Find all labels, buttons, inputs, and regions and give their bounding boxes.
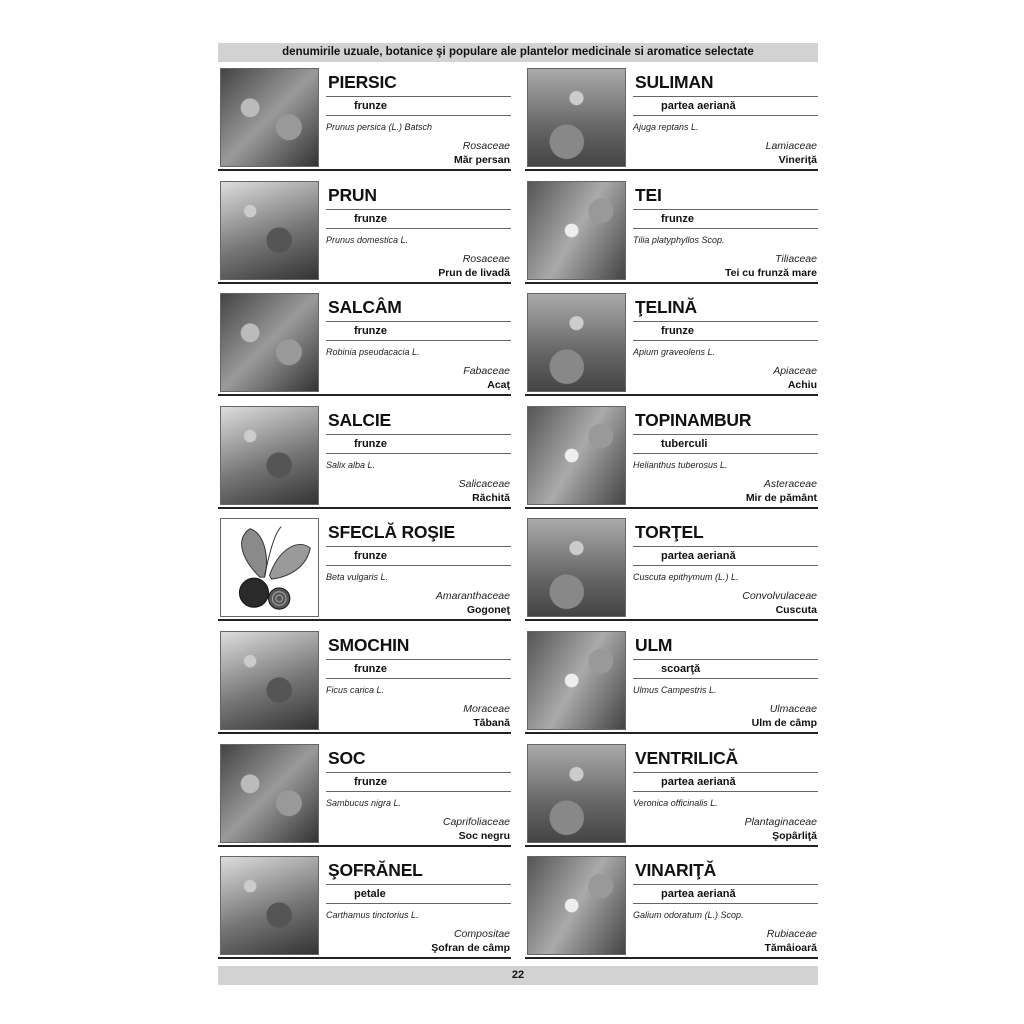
plant-part-used: frunze [354,437,387,450]
plant-common-name: ŢELINĂ [635,297,697,318]
divider [326,791,511,792]
divider [326,228,511,229]
divider [326,678,511,679]
plant-popular-name: Ulm de câmp [751,716,817,729]
plant-family: Rubiaceae [766,928,817,941]
plant-common-name: SALCIE [328,409,391,430]
plant-entry-6 [218,404,511,509]
plant-info [633,854,818,957]
plant-info [326,291,511,394]
plant-info [326,742,511,845]
plant-family: Amaranthaceae [435,590,510,603]
divider [326,659,511,660]
plant-common-name: PRUN [328,184,377,205]
plant-info [326,404,511,507]
divider [326,96,511,97]
plant-part-used: frunze [354,100,387,112]
divider [633,772,818,773]
divider [633,340,818,341]
plant-common-name: ŞOFRĂNEL [328,860,423,881]
divider [633,659,818,660]
plant-info [633,179,818,282]
plant-common-name: SFECLĂ ROŞIE [328,522,455,543]
plant-botanical-name: Carthamus tinctorius L. [326,910,419,921]
plant-info [326,179,511,282]
willow-tree-photo [220,406,319,505]
plant-common-name: TORŢEL [635,522,704,543]
plant-info [633,742,818,845]
plant-family: Convolvulaceae [742,590,817,603]
plant-entry-8 [218,516,511,621]
plant-popular-name: Mir de pământ [745,491,817,504]
woodruff-flowers-photo [527,856,626,955]
plant-common-name: TOPINAMBUR [635,409,752,430]
plant-popular-name: Achiu [787,379,817,392]
plant-popular-name: Şofran de câmp [431,942,510,955]
divider [326,903,511,904]
plant-info [326,66,511,169]
plant-common-name: ULM [635,634,673,655]
plant-entry-4 [218,291,511,396]
plant-botanical-name: Cuscuta epithymum (L.) L. [633,572,739,583]
divider [326,565,511,566]
divider [633,546,818,547]
divider [326,321,511,322]
plant-family: Rosaceae [462,140,510,152]
plant-family: Compositae [453,928,510,941]
plant-popular-name: Vineriţă [778,154,817,166]
safflower-field-photo [220,856,319,955]
plant-common-name: SALCÂM [328,297,402,318]
plant-family: Plantaginaceae [744,815,817,828]
divider [326,884,511,885]
plant-family: Lamiaceae [765,140,817,152]
plant-family: Apiaceae [773,365,817,378]
plant-botanical-name: Apium graveolens L. [633,347,716,358]
plant-part-used: frunze [354,662,387,675]
plant-popular-name: Măr persan [453,154,510,166]
plant-entry-0 [218,66,511,171]
plant-info [633,516,818,619]
divider [633,678,818,679]
plant-popular-name: Tămâioară [764,942,817,955]
divider [633,321,818,322]
plant-popular-name: Acaţ [487,379,510,392]
peach-leaves-photo [220,68,319,167]
plant-info [326,516,511,619]
page-header: denumirile uzuale, botanice şi populare ale plantelor medicinale si aromatice selectate [218,43,818,62]
linden-flowers-photo [527,181,626,280]
divider [633,434,818,435]
plant-popular-name: Gogoneţ [466,604,510,617]
divider [326,209,511,210]
plant-entry-15 [525,854,818,959]
divider [633,115,818,116]
divider [633,565,818,566]
plant-part-used: partea aeriană [661,100,736,112]
plant-info [633,404,818,507]
dodder-tangle-photo [527,518,626,617]
divider [633,791,818,792]
plant-part-used: frunze [354,550,387,563]
plant-popular-name: Prun de livadă [438,266,510,279]
plant-entry-7 [525,404,818,509]
plant-entry-9 [525,516,818,621]
plant-botanical-name: Prunus domestica L. [326,234,409,245]
plant-info [326,854,511,957]
plant-entry-14 [218,854,511,959]
plant-family: Salicaceae [458,477,510,490]
plant-entry-10 [218,629,511,734]
divider [633,903,818,904]
plum-branch-photo [220,181,319,280]
plant-family: Fabaceae [463,365,510,378]
plant-botanical-name: Galium odoratum (L.) Scop. [633,910,744,921]
divider [326,546,511,547]
plant-entry-2 [218,179,511,284]
plant-info [326,629,511,732]
plant-entry-11 [525,629,818,734]
divider [326,340,511,341]
plant-part-used: partea aeriană [661,775,736,788]
plant-botanical-name: Helianthus tuberosus L. [633,459,728,470]
plant-common-name: SMOCHIN [328,634,410,655]
plant-part-used: frunze [354,775,387,788]
elm-trunks-photo [527,631,626,730]
divider [633,228,818,229]
plant-part-used: scoarţă [661,662,701,675]
beetroot-drawing [221,519,318,616]
plant-grid [218,66,818,964]
plant-family: Rosaceae [462,252,510,265]
plant-family: Asteraceae [763,477,817,490]
plant-info [633,66,818,169]
plant-entry-1 [525,66,818,171]
plant-botanical-name: Salix alba L. [326,459,376,470]
plant-botanical-name: Robinia pseudacacia L. [326,347,420,358]
plant-part-used: frunze [661,212,694,225]
plant-popular-name: Cuscuta [775,604,817,617]
divider [633,209,818,210]
plant-entry-5 [525,291,818,396]
plant-popular-name: Şopârliţă [772,829,817,842]
plant-entry-13 [525,742,818,847]
plant-family: Moraceae [463,702,510,715]
divider [326,434,511,435]
fig-leaves-photo [220,631,319,730]
plant-info [633,291,818,394]
page-number: 22 [218,966,818,985]
ajuga-plant-photo [527,68,626,167]
sunflower-blooms-photo [527,406,626,505]
plant-botanical-name: Ulmus Campestris L. [633,684,717,695]
divider [326,772,511,773]
divider [633,96,818,97]
plant-part-used: partea aeriană [661,888,736,901]
plant-popular-name: Tăbană [473,716,510,729]
plant-family: Caprifoliaceae [442,815,510,828]
plant-part-used: frunze [354,212,387,225]
plant-entry-12 [218,742,511,847]
plant-common-name: TEI [635,184,662,205]
beetroot-illustration [220,518,319,617]
plant-part-used: frunze [354,325,387,338]
plant-part-used: tuberculi [661,437,708,450]
plant-info [633,629,818,732]
plant-botanical-name: Ajuga reptans L. [633,122,699,132]
plant-common-name: SOC [328,747,366,768]
plant-common-name: SULIMAN [635,72,714,92]
acacia-tree-photo [220,293,319,392]
plant-botanical-name: Tilia platyphyllos Scop. [633,234,725,245]
plant-entry-3 [525,179,818,284]
elder-flowers-photo [220,744,319,843]
divider [633,884,818,885]
plant-popular-name: Tei cu frunză mare [725,266,817,279]
plant-popular-name: Soc negru [458,829,510,842]
plant-popular-name: Răchită [472,491,510,504]
celery-root-photo [527,293,626,392]
plant-common-name: VENTRILICĂ [635,747,739,768]
divider [633,453,818,454]
plant-part-used: frunze [661,325,694,338]
plant-botanical-name: Beta vulgaris L. [326,572,389,583]
divider [326,115,511,116]
plant-common-name: VINARIŢĂ [635,860,717,881]
plant-family: Tiliaceae [775,252,817,265]
plant-botanical-name: Sambucus nigra L. [326,797,402,808]
divider [326,453,511,454]
plant-part-used: petale [354,888,386,901]
plant-family: Ulmaceae [769,702,817,715]
plant-common-name: PIERSIC [328,72,397,92]
plant-botanical-name: Veronica officinalis L. [633,797,718,808]
plant-botanical-name: Ficus carica L. [326,684,385,695]
veronica-groundcover-photo [527,744,626,843]
plant-botanical-name: Prunus persica (L.) Batsch [326,122,433,132]
plant-part-used: partea aeriană [661,550,736,563]
